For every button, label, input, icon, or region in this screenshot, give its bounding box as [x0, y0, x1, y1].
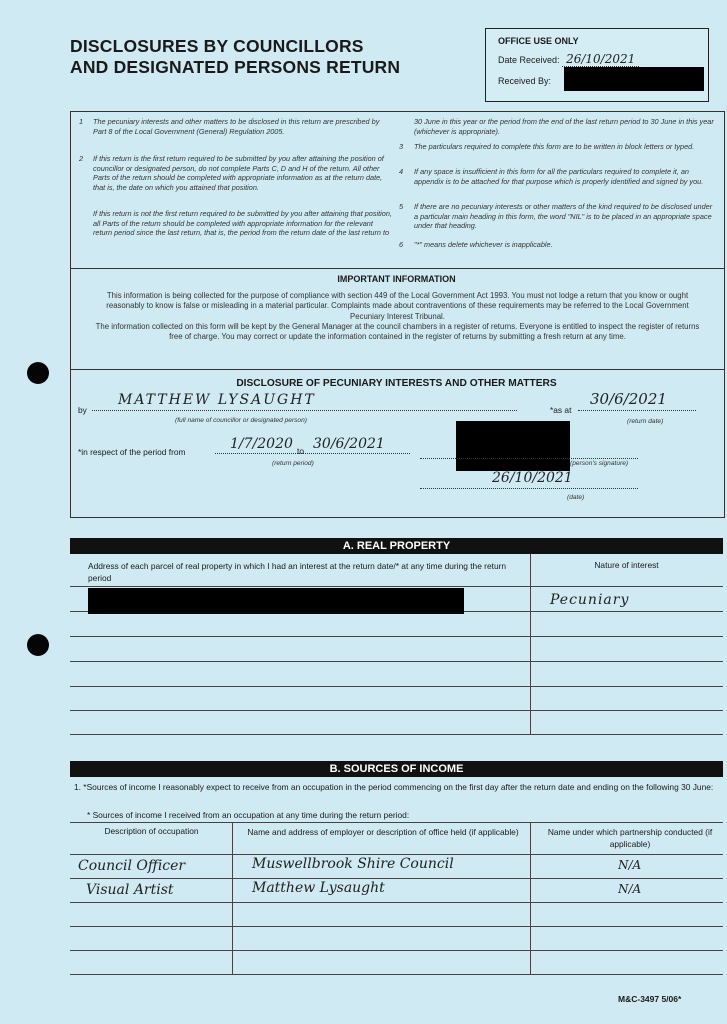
section-a-col-address: Address of each parcel of real property in which I had an interest at the return date/* at any time during the return period — [88, 561, 507, 583]
period-caption: (return period) — [272, 460, 314, 467]
note-3: The particulars required to complete this form are to be written in block letters or typed. — [414, 142, 695, 151]
redaction-received-by — [564, 67, 704, 91]
notes-box — [70, 111, 725, 269]
punch-hole-top — [27, 362, 49, 384]
section-b-item-1: 1. *Sources of income I reasonably expect to receive from an occupation in the period commencing on the first day after the return date and ending on the following 30 June: — [74, 782, 714, 792]
name-caption: (full name of councillor or designated person) — [175, 417, 307, 424]
title-line-2: AND DESIGNATED PERSONS RETURN — [70, 57, 401, 77]
as-at-label: *as at — [550, 405, 572, 415]
note-3-number: 3 — [399, 142, 404, 151]
as-at-caption: (return date) — [627, 418, 664, 425]
disclosure-heading: DISCLOSURE OF PECUNIARY INTERESTS AND OTHER MATTERS — [236, 378, 557, 389]
note-4-number: 4 — [399, 167, 404, 176]
section-b-row-line-5 — [70, 950, 723, 951]
note-6-number: 6 — [399, 240, 404, 249]
income-employer-2: Matthew Lysaught — [252, 880, 385, 896]
section-a-col-nature: Nature of interest — [594, 560, 659, 570]
note-2: If this return is the first return required to be submitted by you after attaining the position of councillor or designated person, do not complete Parts C, D and H of the return. All other Parts of the return should be completed with appropriate information as at the return date, that is, the date on which you attained that position. — [93, 154, 384, 192]
section-b-row-line-4 — [70, 926, 723, 927]
section-a-row-line-1 — [70, 586, 723, 587]
received-by-label: Received By: — [498, 76, 552, 86]
section-b-row-line-3 — [70, 902, 723, 903]
note-2-continued: If this return is not the first return required to be submitted by you after attaining that position, all Parts of the return should be completed with appropriate information for the relevant return period since the last return, that is, the period from the return date of the last return to — [93, 209, 392, 238]
section-b-divider-2 — [530, 822, 531, 975]
title-line-1: DISCLOSURES BY COUNCILLORS — [70, 36, 364, 56]
page-title — [70, 36, 400, 78]
period-label: *in respect of the period from — [78, 447, 186, 457]
signature-caption: (person's signature) — [570, 460, 629, 467]
section-b-item-1b: * Sources of income I received from an occupation at any time during the return period: — [87, 810, 410, 820]
date-received-row — [498, 52, 639, 66]
received-by-row — [498, 76, 551, 86]
section-a-divider — [530, 554, 531, 734]
office-use-heading: OFFICE USE ONLY — [498, 36, 579, 46]
period-to: 30/6/2021 — [313, 436, 385, 452]
section-b-col-employer: Name and address of employer or description of office held (if applicable) — [247, 827, 519, 837]
note-1: The pecuniary interests and other matters to be disclosed in this return are prescribed by Part 8 of the Local Government (General) Regulation 2005. — [93, 117, 380, 136]
income-partnership-2: N/A — [618, 882, 642, 896]
section-a-heading: A. REAL PROPERTY — [70, 538, 723, 554]
section-b-heading: B. SOURCES OF INCOME — [70, 761, 723, 777]
income-occupation-2: Visual Artist — [86, 882, 174, 898]
by-label: by — [78, 405, 87, 415]
section-a-row-line-5 — [70, 686, 723, 687]
form-code: M&C-3497 5/06* — [618, 994, 682, 1004]
important-info-paragraph-1: This information is being collected for the purpose of compliance with section 449 of the Local Government Act 1993. You must not lodge a return that you know or ought reasonably to know is false or misleading in a material particular. Complaints made about contraventions of these requirements may be referred to the Local Government Pecuniary Interest Tribunal. — [106, 291, 689, 321]
note-2-number: 2 — [79, 154, 84, 163]
as-at-value: 30/6/2021 — [590, 390, 667, 408]
section-a-row-line-6 — [70, 710, 723, 711]
section-b-col-occupation: Description of occupation — [104, 826, 199, 836]
section-b-row-line-6 — [70, 974, 723, 975]
section-a-row-line-3 — [70, 636, 723, 637]
important-info-text — [90, 291, 705, 342]
signed-date: 26/10/2021 — [492, 470, 573, 486]
income-occupation-1: Council Officer — [78, 858, 186, 874]
note-2-end: 30 June in this year or the period from the end of the last return period to 30 June in this year (whichever is appropriate). — [414, 117, 714, 136]
note-6: "*" means delete whichever is inapplicable. — [414, 240, 553, 249]
period-from: 1/7/2020 — [230, 436, 293, 452]
income-employer-1: Muswellbrook Shire Council — [252, 856, 454, 872]
signature-line — [420, 446, 638, 459]
section-b-row-line-1 — [70, 854, 723, 855]
section-a-row-line-4 — [70, 661, 723, 662]
section-b-top-line — [70, 822, 723, 823]
punch-hole-bottom — [27, 634, 49, 656]
note-1-number: 1 — [79, 117, 84, 126]
date-received-label: Date Received: — [498, 55, 560, 65]
section-a-row-line-7 — [70, 734, 723, 735]
important-info-heading: IMPORTANT INFORMATION — [337, 274, 456, 284]
councillor-name: MATTHEW LYSAUGHT — [118, 392, 316, 408]
date-caption: (date) — [567, 494, 585, 501]
date-received-value: 26/10/2021 — [562, 52, 639, 67]
section-b-row-line-2 — [70, 878, 723, 879]
property-interest-1: Pecuniary — [550, 592, 630, 608]
important-info-paragraph-2: The information collected on this form will be kept by the General Manager at the council chambers in a register of returns. Everyone is entitled to inspect the register of returns free of charge. You may correct or update the information contained in the register of returns by submitting a fresh return at any time. — [95, 321, 700, 342]
office-use-box — [485, 28, 709, 102]
section-b-col-partnership: Name under which partnership conducted (if applicable) — [547, 827, 713, 849]
note-4: If any space is insufficient in this form for all the particulars required to complete it, an appendix is to be attached for that purpose which is properly identified and signed by you. — [414, 167, 704, 186]
note-5-number: 5 — [399, 202, 404, 211]
note-5: If there are no pecuniary interests or other matters of the kind required to be disclosed under a particular main heading in this form, the word "NIL" is to be placed in an appropriate space under that heading. — [414, 202, 713, 231]
redaction-property-address — [88, 588, 464, 614]
income-partnership-1: N/A — [618, 858, 642, 872]
period-to-label: to — [297, 446, 304, 456]
section-b-divider-1 — [232, 822, 233, 975]
